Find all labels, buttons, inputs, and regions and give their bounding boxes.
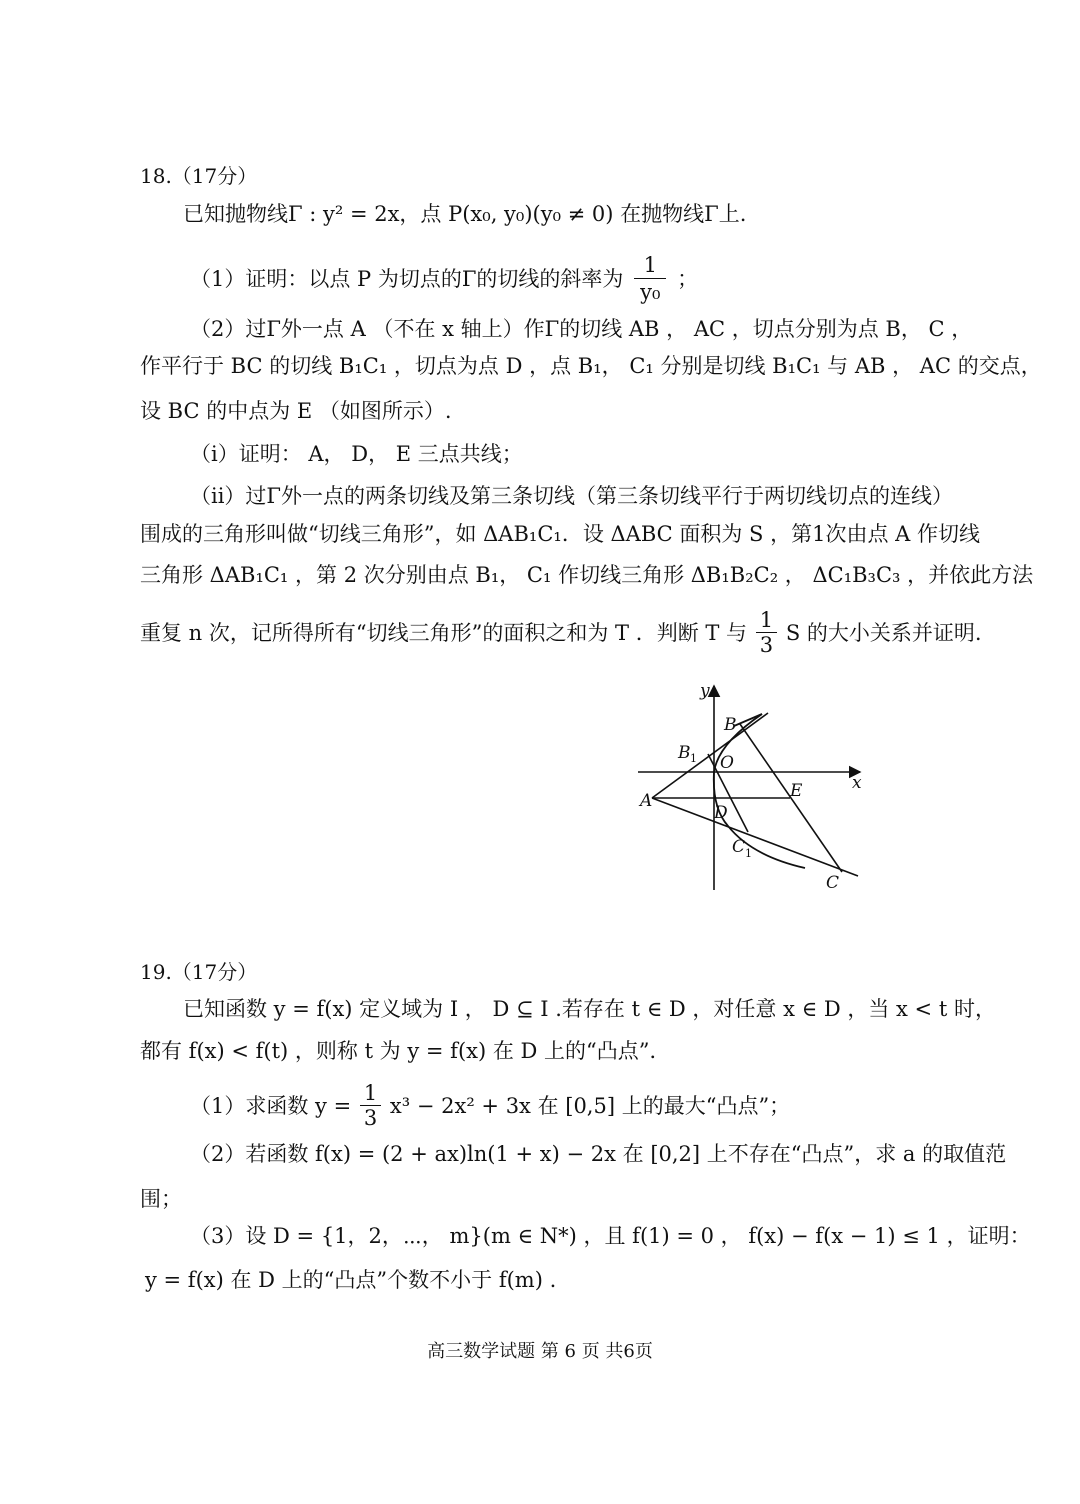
q18-part1-text: （1）证明：以点 P 为切点的Γ的切线的斜率为 bbox=[190, 267, 624, 291]
q18-stem: 已知抛物线Γ : y² = 2x，点 P(x₀, y₀)(y₀ ≠ 0) 在抛物线Γ上. bbox=[183, 202, 747, 226]
q18-part1 bbox=[190, 254, 698, 307]
q18-part2-line1: （2）过Γ外一点 A （不在 x 轴上）作Γ的切线 AB ， AC ，切点分别为点 B， C ， bbox=[190, 317, 973, 341]
q19-part1 bbox=[190, 1083, 790, 1132]
line-AB bbox=[652, 713, 768, 798]
q18-part2-line2: 作平行于 BC 的切线 B₁C₁ ，切点为点 D ，点 B₁， C₁ 分别是切线 B₁C₁ 与 AB ， AC 的交点， bbox=[140, 354, 1042, 378]
fraction-denominator: y₀ bbox=[640, 280, 661, 304]
line-AC bbox=[652, 798, 858, 876]
label-x: x bbox=[852, 773, 862, 793]
q19-part2-line2: 围； bbox=[140, 1187, 182, 1211]
q19-stem-line1: 已知函数 y = f(x) 定义域为 I ， D ⊆ I .若存在 t ∈ D ，对任意 x ∈ D ，当 x < t 时， bbox=[183, 997, 996, 1021]
q18-part1-fraction bbox=[634, 252, 666, 305]
q18-header: 18.（17分） bbox=[140, 164, 258, 188]
label-y: y bbox=[700, 681, 710, 701]
q18-sub-ii-fraction bbox=[756, 608, 777, 657]
q19-header: 19.（17分） bbox=[140, 960, 258, 984]
parabola-tangent-figure bbox=[630, 676, 870, 896]
figure-svg bbox=[630, 676, 870, 896]
page-footer: 高三数学试题 第 6 页 共6页 bbox=[427, 1341, 653, 1362]
fraction-numerator: 1 bbox=[634, 252, 666, 279]
q19-part2-line1: （2）若函数 f(x) = (2 + ax)ln(1 + x) − 2x 在 [0,2] 上不存在“凸点”，求 a 的取值范 bbox=[190, 1142, 1007, 1166]
fraction-numerator: 1 bbox=[756, 608, 777, 633]
q18-part2-line3: 设 BC 的中点为 E （如图所示）. bbox=[140, 399, 452, 423]
label-D: D bbox=[714, 803, 728, 823]
label-C: C bbox=[826, 873, 840, 893]
q19-part1-a: （1）求函数 y = bbox=[190, 1094, 352, 1118]
q18-part1-end: ； bbox=[677, 267, 699, 291]
label-A: A bbox=[640, 791, 653, 811]
label-O: O bbox=[720, 753, 734, 773]
label-C1: C bbox=[732, 837, 746, 857]
q19-part3-line1: （3）设 D = {1，2，⋯， m}(m ∈ N*) ，且 f(1) = 0 ， f(x) − f(x − 1) ≤ 1 ，证明： bbox=[190, 1224, 1031, 1248]
label-B1-sub: 1 bbox=[690, 752, 697, 765]
label-B: B bbox=[724, 715, 737, 735]
q19-part1-b: x³ − 2x² + 3x 在 [0,5] 上的最大“凸点”； bbox=[389, 1094, 791, 1118]
fraction-denominator: 3 bbox=[759, 633, 774, 657]
fraction-numerator: 1 bbox=[360, 1081, 381, 1106]
label-C1-sub: 1 bbox=[745, 847, 752, 860]
fraction-denominator: 3 bbox=[363, 1106, 378, 1130]
label-E: E bbox=[790, 781, 803, 801]
q18-sub-i: （i）证明： A， D， E 三点共线； bbox=[190, 442, 523, 466]
q18-sub-ii-line4-b: S 的大小关系并证明. bbox=[785, 621, 982, 645]
q18-sub-ii-line3: 三角形 ΔAB₁C₁ ，第 2 次分别由点 B₁， C₁ 作切线三角形 ΔB₁B₂C₂ ， ΔC₁B₃C₃ ，并依此方法 bbox=[140, 563, 1034, 587]
q18-sub-ii-line1: （ii）过Γ外一点的两条切线及第三条切线（第三条切线平行于两切线切点的连线） bbox=[190, 484, 954, 508]
q19-part3-line2: y = f(x) 在 D 上的“凸点”个数不小于 f(m) . bbox=[145, 1268, 557, 1292]
q18-sub-ii-line2: 围成的三角形叫做“切线三角形”，如 ΔAB₁C₁．设 ΔABC 面积为 S ，第1次由点 A 作切线 bbox=[140, 522, 980, 546]
label-B1: B bbox=[678, 743, 691, 763]
q19-stem-line2: 都有 f(x) < f(t) ，则称 t 为 y = f(x) 在 D 上的“凸点”． bbox=[140, 1039, 671, 1063]
q18-sub-ii-line4 bbox=[140, 610, 982, 659]
q19-part1-fraction bbox=[360, 1081, 381, 1130]
q18-sub-ii-line4-a: 重复 n 次，记所得所有“切线三角形”的面积之和为 T ．判断 T 与 bbox=[140, 621, 748, 645]
